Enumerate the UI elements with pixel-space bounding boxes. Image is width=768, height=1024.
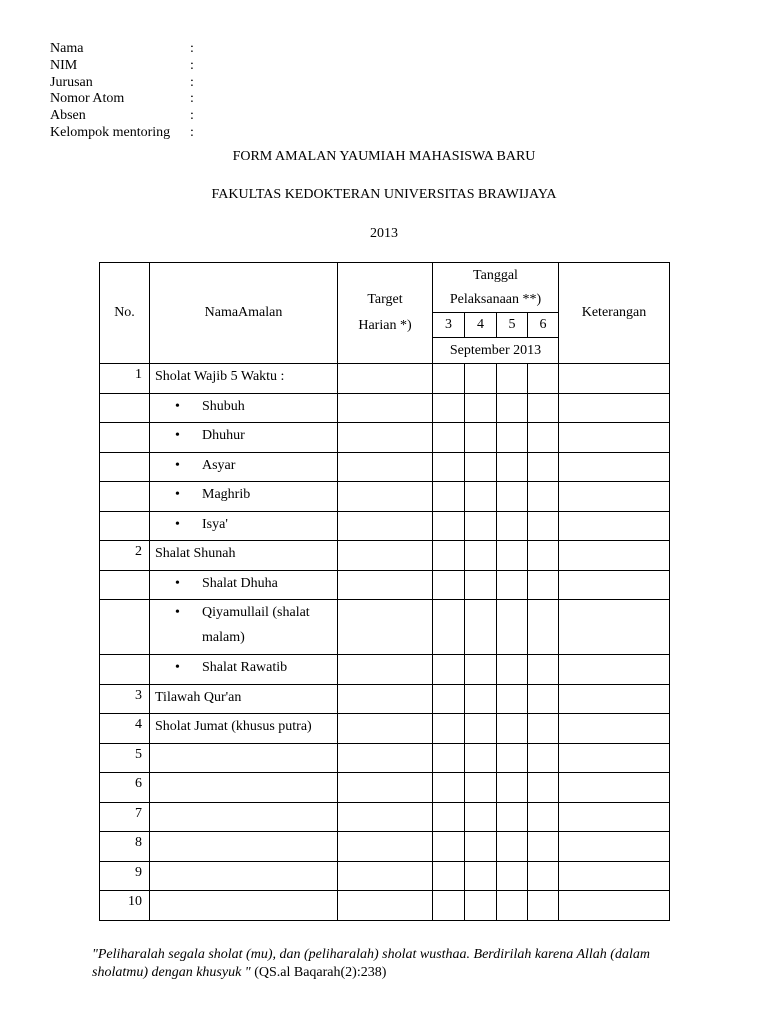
form-title: FORM AMALAN YAUMIAH MAHASISWA BARU — [232, 149, 536, 164]
target-cell[interactable] — [338, 684, 433, 714]
keterangan-cell[interactable] — [559, 832, 670, 862]
bullet-icon: • — [175, 605, 180, 620]
row-number — [100, 655, 150, 685]
header-pelaksanaan: Pelaksanaan **) — [433, 289, 559, 313]
day-cell[interactable] — [433, 861, 465, 891]
target-cell[interactable] — [338, 511, 433, 541]
day-cell[interactable] — [528, 541, 559, 571]
faculty-heading: FAKULTAS KEDOKTERAN UNIVERSITAS BRAWIJAYA — [211, 187, 557, 202]
field-row-kelompok — [50, 125, 300, 142]
day-cell[interactable] — [433, 802, 465, 832]
day-cell[interactable] — [433, 364, 465, 394]
amalan-name-cell — [150, 393, 338, 423]
table-row — [100, 452, 670, 482]
amalan-name-cell — [150, 802, 338, 832]
row-number: 9 — [100, 861, 150, 891]
row-number — [100, 423, 150, 453]
day-cell[interactable] — [497, 684, 528, 714]
table-row — [100, 891, 670, 921]
header-no: No. — [100, 263, 150, 364]
keterangan-cell[interactable] — [559, 364, 670, 394]
day-cell[interactable] — [528, 714, 559, 744]
row-number: 8 — [100, 832, 150, 862]
target-cell[interactable] — [338, 364, 433, 394]
header-day: 3 — [433, 313, 465, 338]
row-number — [100, 482, 150, 512]
quote-reference: (QS.al Baqarah(2):238) — [254, 965, 387, 980]
amalan-table — [99, 262, 670, 921]
table-row — [100, 773, 670, 803]
day-cell[interactable] — [465, 684, 497, 714]
day-cell[interactable] — [433, 393, 465, 423]
day-cell[interactable] — [433, 714, 465, 744]
amalan-name-cell — [150, 714, 338, 744]
header-target — [338, 263, 433, 364]
row-number: 7 — [100, 802, 150, 832]
table-row — [100, 511, 670, 541]
amalan-name-cell — [150, 832, 338, 862]
day-cell[interactable] — [528, 600, 559, 655]
target-cell[interactable] — [338, 452, 433, 482]
row-number — [100, 570, 150, 600]
target-cell[interactable] — [338, 802, 433, 832]
day-cell[interactable] — [528, 802, 559, 832]
keterangan-cell[interactable] — [559, 541, 670, 571]
table-row — [100, 541, 670, 571]
day-cell[interactable] — [528, 684, 559, 714]
amalan-name: Isya' — [202, 516, 228, 532]
field-label: Jurusan — [50, 74, 93, 90]
bullet-item — [155, 485, 337, 507]
bullet-icon: • — [175, 428, 180, 443]
header-target-line1: Target — [367, 292, 403, 307]
field-label: NIM — [50, 57, 78, 73]
day-cell[interactable] — [497, 570, 528, 600]
row-number: 3 — [100, 684, 150, 714]
day-cell[interactable] — [465, 714, 497, 744]
day-cell[interactable] — [465, 832, 497, 862]
day-cell[interactable] — [465, 891, 497, 921]
day-cell[interactable] — [497, 364, 528, 394]
keterangan-cell[interactable] — [559, 423, 670, 453]
day-cell[interactable] — [433, 655, 465, 685]
keterangan-cell[interactable] — [559, 714, 670, 744]
amalan-name: Tilawah Qur'an — [155, 689, 242, 705]
row-number: 6 — [100, 773, 150, 803]
table-row — [100, 364, 670, 394]
field-colon: : — [190, 91, 194, 107]
day-cell[interactable] — [528, 891, 559, 921]
day-cell[interactable] — [465, 570, 497, 600]
field-row-jurusan — [50, 75, 300, 92]
keterangan-cell[interactable] — [559, 482, 670, 512]
keterangan-cell[interactable] — [559, 861, 670, 891]
day-cell[interactable] — [528, 393, 559, 423]
target-cell[interactable] — [338, 600, 433, 655]
day-cell[interactable] — [433, 511, 465, 541]
target-cell[interactable] — [338, 393, 433, 423]
amalan-name: Shalat Dhuha — [202, 575, 278, 591]
amalan-name-cell — [150, 655, 338, 685]
bullet-icon: • — [175, 487, 180, 502]
day-cell[interactable] — [465, 393, 497, 423]
row-number — [100, 452, 150, 482]
day-cell[interactable] — [433, 482, 465, 512]
amalan-name: Shubuh — [202, 398, 245, 414]
day-cell[interactable] — [497, 861, 528, 891]
amalan-name-cell — [150, 600, 338, 655]
amalan-rows — [100, 364, 670, 921]
day-cell[interactable] — [465, 655, 497, 685]
day-cell[interactable] — [497, 832, 528, 862]
day-cell[interactable] — [465, 541, 497, 571]
day-cell[interactable] — [465, 743, 497, 773]
day-cell[interactable] — [433, 743, 465, 773]
field-row-absen — [50, 108, 300, 125]
row-number: 2 — [100, 541, 150, 571]
target-cell[interactable] — [338, 482, 433, 512]
amalan-name-cell — [150, 743, 338, 773]
row-number — [100, 511, 150, 541]
header-day: 4 — [465, 313, 497, 338]
keterangan-cell[interactable] — [559, 743, 670, 773]
keterangan-cell[interactable] — [559, 570, 670, 600]
field-row-nomor-atom — [50, 91, 300, 108]
bullet-item — [155, 658, 337, 680]
bullet-icon: • — [175, 516, 180, 532]
amalan-name: Sholat Wajib 5 Waktu : — [155, 369, 285, 384]
day-cell[interactable] — [433, 684, 465, 714]
row-number — [100, 393, 150, 423]
day-cell[interactable] — [497, 423, 528, 453]
field-row-nama — [50, 41, 300, 58]
table-row — [100, 393, 670, 423]
amalan-name-cell — [150, 482, 338, 512]
bullet-icon: • — [175, 457, 180, 473]
target-cell[interactable] — [338, 773, 433, 803]
keterangan-cell[interactable] — [559, 655, 670, 685]
amalan-name: Qiyamullail (shalat malam) — [202, 605, 310, 645]
day-cell[interactable] — [465, 861, 497, 891]
bullet-item — [155, 603, 337, 650]
amalan-name-cell — [150, 364, 338, 394]
bullet-item — [155, 397, 337, 419]
target-cell[interactable] — [338, 861, 433, 891]
day-cell[interactable] — [497, 743, 528, 773]
day-cell[interactable] — [497, 452, 528, 482]
table-row — [100, 655, 670, 685]
target-cell[interactable] — [338, 891, 433, 921]
day-cell[interactable] — [497, 891, 528, 921]
amalan-name: Maghrib — [202, 487, 251, 502]
day-cell[interactable] — [433, 773, 465, 803]
day-cell[interactable] — [465, 482, 497, 512]
keterangan-cell[interactable] — [559, 393, 670, 423]
field-colon: : — [190, 57, 194, 73]
header-month: September 2013 — [433, 338, 559, 364]
field-label: Absen — [50, 108, 86, 124]
bullet-item — [155, 515, 337, 537]
day-cell[interactable] — [528, 570, 559, 600]
row-number: 5 — [100, 743, 150, 773]
day-cell[interactable] — [528, 364, 559, 394]
header-keterangan: Keterangan — [559, 263, 670, 364]
day-cell[interactable] — [433, 891, 465, 921]
day-cell[interactable] — [465, 452, 497, 482]
day-cell[interactable] — [433, 423, 465, 453]
bullet-icon: • — [175, 575, 180, 591]
day-cell[interactable] — [497, 541, 528, 571]
keterangan-cell[interactable] — [559, 802, 670, 832]
quote-text: "Peliharalah segala sholat (mu), dan (peliharalah) sholat wusthaa. Berdirilah karena Allah (dalam sholatmu) dengan khusyuk " — [92, 947, 650, 980]
row-number: 4 — [100, 714, 150, 744]
amalan-name-cell — [150, 684, 338, 714]
header-nama-amalan: NamaAmalan — [150, 263, 338, 364]
day-cell[interactable] — [433, 452, 465, 482]
table-row — [100, 684, 670, 714]
keterangan-cell[interactable] — [559, 600, 670, 655]
day-cell[interactable] — [497, 511, 528, 541]
day-cell[interactable] — [497, 482, 528, 512]
bullet-item — [155, 426, 337, 448]
day-cell[interactable] — [497, 393, 528, 423]
day-cell[interactable] — [497, 655, 528, 685]
table-row — [100, 570, 670, 600]
target-cell[interactable] — [338, 832, 433, 862]
amalan-name: Shalat Rawatib — [202, 660, 288, 675]
target-cell[interactable] — [338, 743, 433, 773]
amalan-name-cell — [150, 452, 338, 482]
table-row — [100, 802, 670, 832]
keterangan-cell[interactable] — [559, 684, 670, 714]
keterangan-cell[interactable] — [559, 452, 670, 482]
header-target-line2: Harian *) — [358, 318, 412, 333]
amalan-name-cell — [150, 570, 338, 600]
target-cell[interactable] — [338, 541, 433, 571]
keterangan-cell[interactable] — [559, 891, 670, 921]
amalan-name-cell — [150, 891, 338, 921]
table-row — [100, 832, 670, 862]
header-day: 6 — [528, 313, 559, 338]
day-cell[interactable] — [433, 600, 465, 655]
day-cell[interactable] — [433, 832, 465, 862]
amalan-name-cell — [150, 511, 338, 541]
field-label: Kelompok mentoring — [50, 124, 171, 140]
day-cell[interactable] — [528, 861, 559, 891]
day-cell[interactable] — [465, 802, 497, 832]
row-number — [100, 600, 150, 655]
amalan-name-cell — [150, 861, 338, 891]
day-cell[interactable] — [528, 832, 559, 862]
bullet-icon: • — [175, 660, 180, 675]
target-cell[interactable] — [338, 423, 433, 453]
amalan-name: Sholat Jumat (khusus putra) — [155, 719, 312, 734]
bullet-item — [155, 456, 337, 478]
day-cell[interactable] — [528, 452, 559, 482]
day-cell[interactable] — [528, 511, 559, 541]
day-cell[interactable] — [497, 600, 528, 655]
field-row-nim — [50, 58, 300, 75]
target-cell[interactable] — [338, 570, 433, 600]
day-cell[interactable] — [465, 364, 497, 394]
identity-fields — [50, 41, 300, 142]
field-label: Nama — [50, 41, 84, 56]
target-cell[interactable] — [338, 714, 433, 744]
row-number: 1 — [100, 364, 150, 394]
amalan-name: Asyar — [202, 457, 236, 473]
day-cell[interactable] — [528, 482, 559, 512]
table-row — [100, 423, 670, 453]
field-colon: : — [190, 124, 194, 140]
day-cell[interactable] — [497, 802, 528, 832]
day-cell[interactable] — [528, 655, 559, 685]
day-cell[interactable] — [465, 773, 497, 803]
table-row — [100, 861, 670, 891]
year-heading: 2013 — [370, 226, 398, 241]
day-cell[interactable] — [528, 773, 559, 803]
row-number: 10 — [100, 891, 150, 921]
bullet-icon: • — [175, 398, 180, 414]
field-colon: : — [190, 108, 194, 124]
day-cell[interactable] — [528, 743, 559, 773]
table-row — [100, 482, 670, 512]
day-cell[interactable] — [465, 600, 497, 655]
header-day: 5 — [497, 313, 528, 338]
table-row — [100, 714, 670, 744]
amalan-name: Shalat Shunah — [155, 546, 236, 561]
day-cell[interactable] — [465, 511, 497, 541]
day-cell[interactable] — [433, 541, 465, 571]
keterangan-cell[interactable] — [559, 773, 670, 803]
day-cell[interactable] — [433, 570, 465, 600]
keterangan-cell[interactable] — [559, 511, 670, 541]
amalan-name-cell — [150, 773, 338, 803]
target-cell[interactable] — [338, 655, 433, 685]
day-cell[interactable] — [497, 773, 528, 803]
field-colon: : — [190, 41, 194, 56]
header-tanggal: Tanggal — [433, 263, 559, 289]
amalan-name-cell — [150, 423, 338, 453]
field-label: Nomor Atom — [50, 91, 125, 107]
field-colon: : — [190, 74, 194, 90]
day-cell[interactable] — [465, 423, 497, 453]
quote — [92, 946, 692, 982]
day-cell[interactable] — [528, 423, 559, 453]
table-row — [100, 743, 670, 773]
amalan-name: Dhuhur — [202, 428, 245, 443]
amalan-name-cell — [150, 541, 338, 571]
bullet-item — [155, 574, 337, 596]
day-cell[interactable] — [497, 714, 528, 744]
table-row — [100, 600, 670, 655]
